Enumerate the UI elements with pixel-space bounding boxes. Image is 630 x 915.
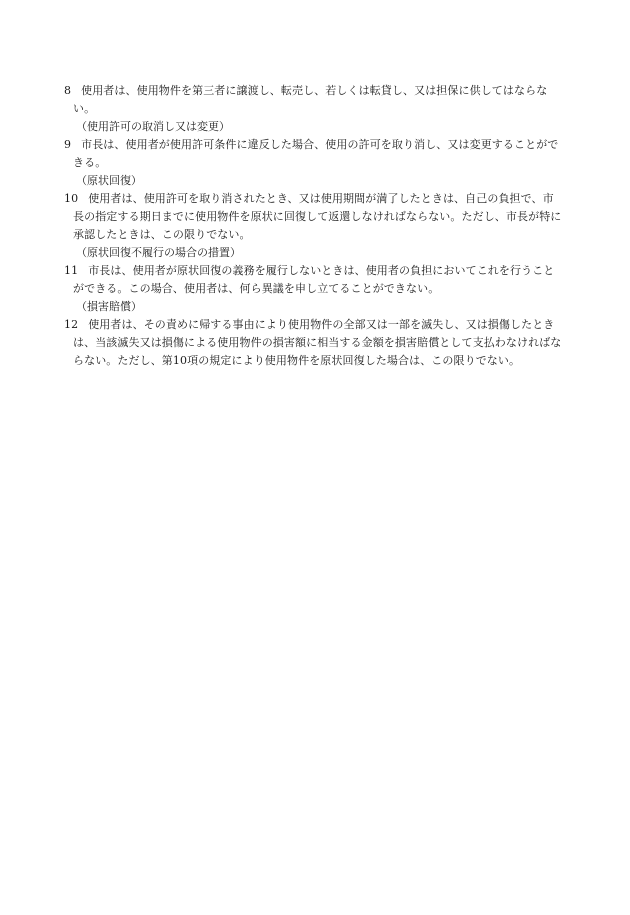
clause-9: [64, 136, 564, 172]
clause-text: 市長は、使用者が原状回復の義務を履行しないときは、使用者の負担においてこれを行うことができる。この場合、使用者は、何ら異議を申し立てることができない。: [73, 264, 555, 295]
clause-text: 市長は、使用者が使用許可条件に違反した場合、使用の許可を取り消し、又は変更することができる。: [73, 138, 559, 169]
clause-10: [64, 190, 564, 244]
document-page: [64, 82, 564, 370]
clause-text: 使用者は、使用許可を取り消されたとき、又は使用期間が満了したときは、自己の負担で、市長の指定する期日までに使用物件を原状に回復して返還しなければならない。ただし、市長が特に承認したときは、この限りでない。: [73, 192, 562, 241]
clause-number: 11: [64, 264, 79, 277]
clause-number: 12: [64, 318, 79, 331]
clause-8: [64, 82, 564, 118]
clause-heading: （原状回復）: [76, 174, 142, 187]
clause-heading: （原状回復不履行の場合の措置）: [76, 246, 241, 259]
clause-text: 使用者は、その責めに帰する事由により使用物件の全部又は一部を滅失し、又は損傷したときは、当該滅失又は損傷による使用物件の損害額に相当する金額を損害賠償として支払わなければならない。ただし、第10項の規定により使用物件を原状回復した場合は、この限りでない。: [73, 318, 562, 367]
clause-11: [64, 262, 564, 298]
clause-heading: （損害賠償）: [76, 300, 142, 313]
clause-number: 10: [64, 192, 79, 205]
clause-number: 9: [64, 138, 72, 151]
clause-12: [64, 316, 564, 370]
clause-number: 8: [64, 84, 72, 97]
clause-text: 使用者は、使用物件を第三者に譲渡し、転売し、若しくは転貸し、又は担保に供してはならない。: [73, 84, 548, 115]
clause-heading: （使用許可の取消し又は変更）: [76, 120, 230, 133]
